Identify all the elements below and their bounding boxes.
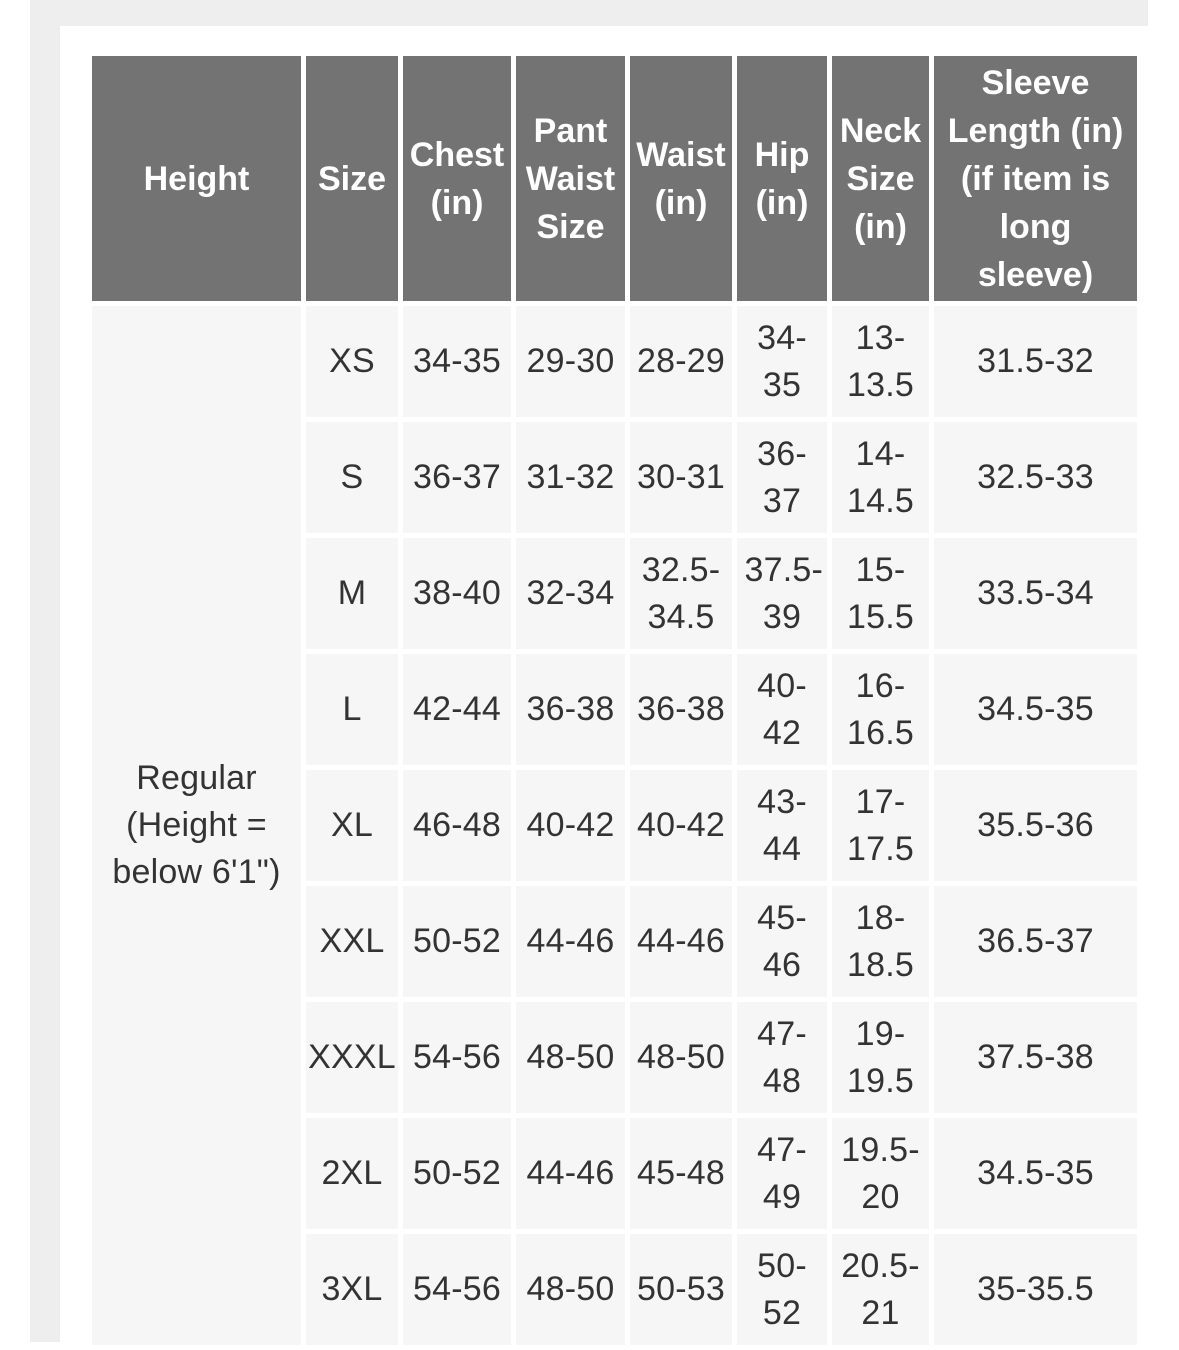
cell-hip: 40-42 (737, 654, 827, 765)
cell-chest: 54-56 (403, 1002, 511, 1113)
cell-hip: 45-46 (737, 886, 827, 997)
cell-pant-waist: 48-50 (516, 1234, 625, 1345)
cell-height-group: Regular (Height = below 6'1") (92, 306, 301, 1345)
cell-chest: 36-37 (403, 422, 511, 533)
cell-size: S (306, 422, 398, 533)
cell-size: XXXL (306, 1002, 398, 1113)
cell-waist: 44-46 (630, 886, 732, 997)
cell-waist: 45-48 (630, 1118, 732, 1229)
cell-pant-waist: 44-46 (516, 1118, 625, 1229)
cell-waist: 28-29 (630, 306, 732, 417)
cell-pant-waist: 48-50 (516, 1002, 625, 1113)
cell-hip: 50-52 (737, 1234, 827, 1345)
cell-pant-waist: 31-32 (516, 422, 625, 533)
cell-sleeve: 37.5-38 (934, 1002, 1137, 1113)
cell-waist: 50-53 (630, 1234, 732, 1345)
header-chest: Chest (in) (403, 56, 511, 301)
cell-neck: 16-16.5 (832, 654, 929, 765)
header-neck: Neck Size (in) (832, 56, 929, 301)
cell-hip: 37.5-39 (737, 538, 827, 649)
cell-size: XL (306, 770, 398, 881)
header-waist: Waist (in) (630, 56, 732, 301)
cell-chest: 50-52 (403, 1118, 511, 1229)
cell-pant-waist: 40-42 (516, 770, 625, 881)
table-header-row (92, 56, 1137, 301)
header-hip: Hip (in) (737, 56, 827, 301)
cell-pant-waist: 44-46 (516, 886, 625, 997)
cell-sleeve: 36.5-37 (934, 886, 1137, 997)
header-sleeve: Sleeve Length (in) (if item is long sleeve) (934, 56, 1137, 301)
cell-chest: 38-40 (403, 538, 511, 649)
cell-waist: 48-50 (630, 1002, 732, 1113)
header-height: Height (92, 56, 301, 301)
cell-hip: 36-37 (737, 422, 827, 533)
cell-chest: 50-52 (403, 886, 511, 997)
table-row (92, 306, 1137, 417)
cell-pant-waist: 29-30 (516, 306, 625, 417)
cell-sleeve: 31.5-32 (934, 306, 1137, 417)
page-background (30, 0, 1148, 1342)
header-size: Size (306, 56, 398, 301)
cell-waist: 40-42 (630, 770, 732, 881)
cell-neck: 15-15.5 (832, 538, 929, 649)
cell-sleeve: 35-35.5 (934, 1234, 1137, 1345)
cell-size: XXL (306, 886, 398, 997)
cell-size: L (306, 654, 398, 765)
cell-sleeve: 35.5-36 (934, 770, 1137, 881)
size-chart-table (87, 51, 1142, 1350)
cell-chest: 54-56 (403, 1234, 511, 1345)
size-chart-card (60, 26, 1148, 1342)
cell-hip: 47-48 (737, 1002, 827, 1113)
cell-sleeve: 32.5-33 (934, 422, 1137, 533)
cell-neck: 18-18.5 (832, 886, 929, 997)
cell-chest: 34-35 (403, 306, 511, 417)
cell-hip: 43-44 (737, 770, 827, 881)
cell-neck: 17-17.5 (832, 770, 929, 881)
cell-neck: 20.5-21 (832, 1234, 929, 1345)
cell-sleeve: 33.5-34 (934, 538, 1137, 649)
cell-hip: 47-49 (737, 1118, 827, 1229)
cell-waist: 30-31 (630, 422, 732, 533)
cell-neck: 13-13.5 (832, 306, 929, 417)
cell-chest: 46-48 (403, 770, 511, 881)
cell-neck: 19-19.5 (832, 1002, 929, 1113)
cell-waist: 32.5-34.5 (630, 538, 732, 649)
cell-neck: 14-14.5 (832, 422, 929, 533)
cell-size: M (306, 538, 398, 649)
cell-chest: 42-44 (403, 654, 511, 765)
cell-waist: 36-38 (630, 654, 732, 765)
cell-pant-waist: 32-34 (516, 538, 625, 649)
header-pant-waist: Pant Waist Size (516, 56, 625, 301)
cell-size: XS (306, 306, 398, 417)
cell-pant-waist: 36-38 (516, 654, 625, 765)
cell-size: 2XL (306, 1118, 398, 1229)
cell-hip: 34-35 (737, 306, 827, 417)
cell-neck: 19.5-20 (832, 1118, 929, 1229)
cell-sleeve: 34.5-35 (934, 654, 1137, 765)
cell-size: 3XL (306, 1234, 398, 1345)
cell-sleeve: 34.5-35 (934, 1118, 1137, 1229)
